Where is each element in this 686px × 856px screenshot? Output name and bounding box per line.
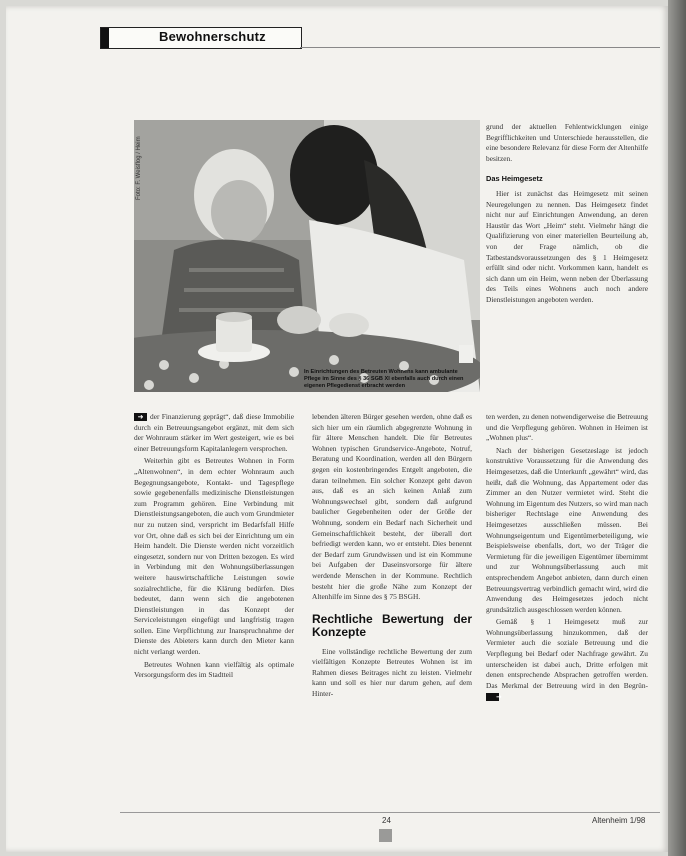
paragraph: der Finanzierung geprägt“, daß diese Immobilie durch ein Betreuungsangebot ergänzt, mit dem sich der Wohnraum stärker im Wert gesteigert, wie es bei einer Betreuungsform Kapitalanlegern versprochen.: [134, 412, 294, 453]
heading-rechtliche-bewertung: Rechtliche Bewertung der Konzepte: [312, 611, 472, 639]
paragraph: grund der aktuellen Fehlentwicklungen einige Begrifflichkeiten und Unterschiede herausstellen, die eine besondere Relevanz für diese Form der Altenhilfe besitzen.: [486, 122, 648, 163]
page-marker: [379, 829, 392, 842]
paragraph: Eine vollständige rechtliche Bewertung der zum vielfältigen Konzepte Betreutes Wohnen ist im Rahmen dieses Beitrages nicht zu leisten. Vielmehr kann und soll es hier nur darum gehen, auf dem Hinter-: [312, 646, 472, 699]
column-right-top: [486, 122, 648, 308]
paragraph: Nach der bisherigen Gesetzeslage ist jedoch konstruktive Voraussetzung für die Anwendung des Heimgesetzes, daß die Unterkunft „gewährt“ wird, das heißt, daß die Wohnung, das Appartement oder das Zimmer an den Nutzer vermietet wird. Steht die Wohnung im Eigentum des Nutzers, so wird man nach bisheriger Rechtslage eine Anwendung des Heimgesetzes ausschließen müssen. Bei Wohnungseigentum und Eigentümerbeteiligung, wie Beispielsweise ebenfalls, dort, wo der Träger die Vermietung für die jeweiligen Eigentümer übernimmt und zur Wohnungsüberlassung auch mit entsprechendem Angebot anbieten, dann durch einen Betreuungsvertrag verbindlich gemacht wird, wird die Anwendung des Heimgesetzes jedoch nicht grundsätzlich ausgeschlossen werden können.: [486, 445, 648, 614]
paragraph: Gemäß § 1 Heimgesetz muß zur Wohnungsüberlassung hinzukommen, daß der Vermieter auch die soziale Betreuung und die Verpflegung bei Bedarf oder Nachfrage gewährt. Zu unterscheiden ist dabei auch, Dritte erfolgen mit denen entsprechende Absprachen getroffen werden. Das Merkmal der Betreuung wird in den Begrün-: [486, 617, 648, 690]
paragraph: lebenden älteren Bürger gesehen werden, ohne daß es sich hier um ein räumlich abgegrenzte Wohnung in für ältere Menschen handelt. Die für Betreutes Wohnen typischen Grundservice-Angebote, Notruf, Beratung und Koordination, werden all den Bürgern gegen ein kostenbringendes Entgelt angeboten, die daran teilnehmen. Ein solcher Konzept geht davon aus, daß es an sich keinen Anlaß zum Wohnungswechsel gibt, sondern daß aufgrund baulicher Gegebenheiten oder der Größe der Wohnung, sondern ein Bedarf nach Sicherheit und Gemeinschaftlichkeit besteht, der überall dort befriedigt werden kann, wo er entsteht. Dies benennt der Bedarf zum Grundwissen und ist ein Kommune bei Aufgaben der Daseinsvorsorge für ältere werdende Menschen in der Kommune. Rechtlich besteht hier die große Nähe zum Konzept der Altenhilfe im Sinne des § 75 BSGH.: [312, 412, 472, 602]
section-title: Bewohnerschutz: [159, 29, 266, 44]
footer-rule: [120, 812, 660, 813]
paragraph: Betreutes Wohnen kann vielfältig als optimale Versorgungsform des im Stadtteil: [134, 659, 294, 680]
column-1: [134, 412, 294, 683]
page-number: 24: [382, 816, 391, 825]
photo-illustration: [134, 120, 480, 392]
column-3: [486, 412, 648, 704]
photo-caption: In Einrichtungen des Betreuten Wohnens kann ambulante Pflege im Sinne des § 36 SGB XI ebenfalls auch durch einen eigenen Pflegedienst erbracht werden: [304, 369, 464, 390]
paragraph: ten werden, zu denen notwendigerweise die Betreuung und die Verpflegung gehören. Wohnen in Heimen ist „Wohnen plus“.: [486, 412, 648, 443]
header-bar: [101, 28, 109, 48]
article-photo: [134, 120, 480, 392]
continue-arrow-icon: ➜: [486, 693, 499, 701]
header-rule: [300, 47, 660, 48]
subheading-heimgesetz: Das Heimgesetz: [486, 174, 543, 184]
issue-label: Altenheim 1/98: [592, 816, 646, 825]
book-spine: [668, 0, 686, 856]
continuation-arrow-icon: ➜: [134, 413, 147, 421]
paragraph: Hier ist zunächst das Heimgesetz mit seinen Neuregelungen zu nennen. Das Heimgesetz findet nicht nur auf Einrichtungen Anwendung, an deren Haustür das Wort „Heim“ steht. Vielmehr hängt die Qualifizierung von einer materiellen Beurteilung ab, von der Frage nämlich, ob die Tatbestandsvoraussetzungen des § 1 Heimgesetz erfüllt sind oder nicht. Vorkommen kann, handelt es sich dann um ein Heim, wenn neben der Überlassung des Teils eines Wohnens auch noch andere Dienstleistungen angeboten werden.: [486, 188, 648, 304]
section-header: [100, 27, 302, 49]
photo-credit: Foto: F. Weisflog / Heim: [136, 136, 142, 200]
paragraph: Weiterhin gibt es Betreutes Wohnen in Form „Altenwohnen“, in dem echter Wohnraum auch Begegnungsangebote, Kontakt- und Tagespflege sowie gegebenenfalls medizinische Dienstleistungen zum Programm gehören. Eine Verbindung mit Dienstleistungsangeboten, die auch vom Grundmieter nur zu nutzen sind, verspricht im Bedarfsfall Hilfe vor Ort, ohne daß es sich bei der Einrichtung um ein Heim handelt. Die Dienste werden nicht vorzeitlich eingesetzt, sondern nur von Dritten bezogen. Es wird in Verbindung mit den Wohnungsüberlassungen weitere hauswirtschaftliche Leistungen sowie sozialrechtliche, für die Klärung bedürfen. Dies bedeutet, dann wenn sich die angebotenen Dienstleistungen in das Konzept der Serviceleistungen eingefügt und langfristig tragen sollen. Eine Verpflichtung zur Inanspruchnahme der Dienste des Abieters kann durch den Mieter kann nicht verlangt werden.: [134, 456, 294, 657]
column-2: [312, 412, 472, 702]
